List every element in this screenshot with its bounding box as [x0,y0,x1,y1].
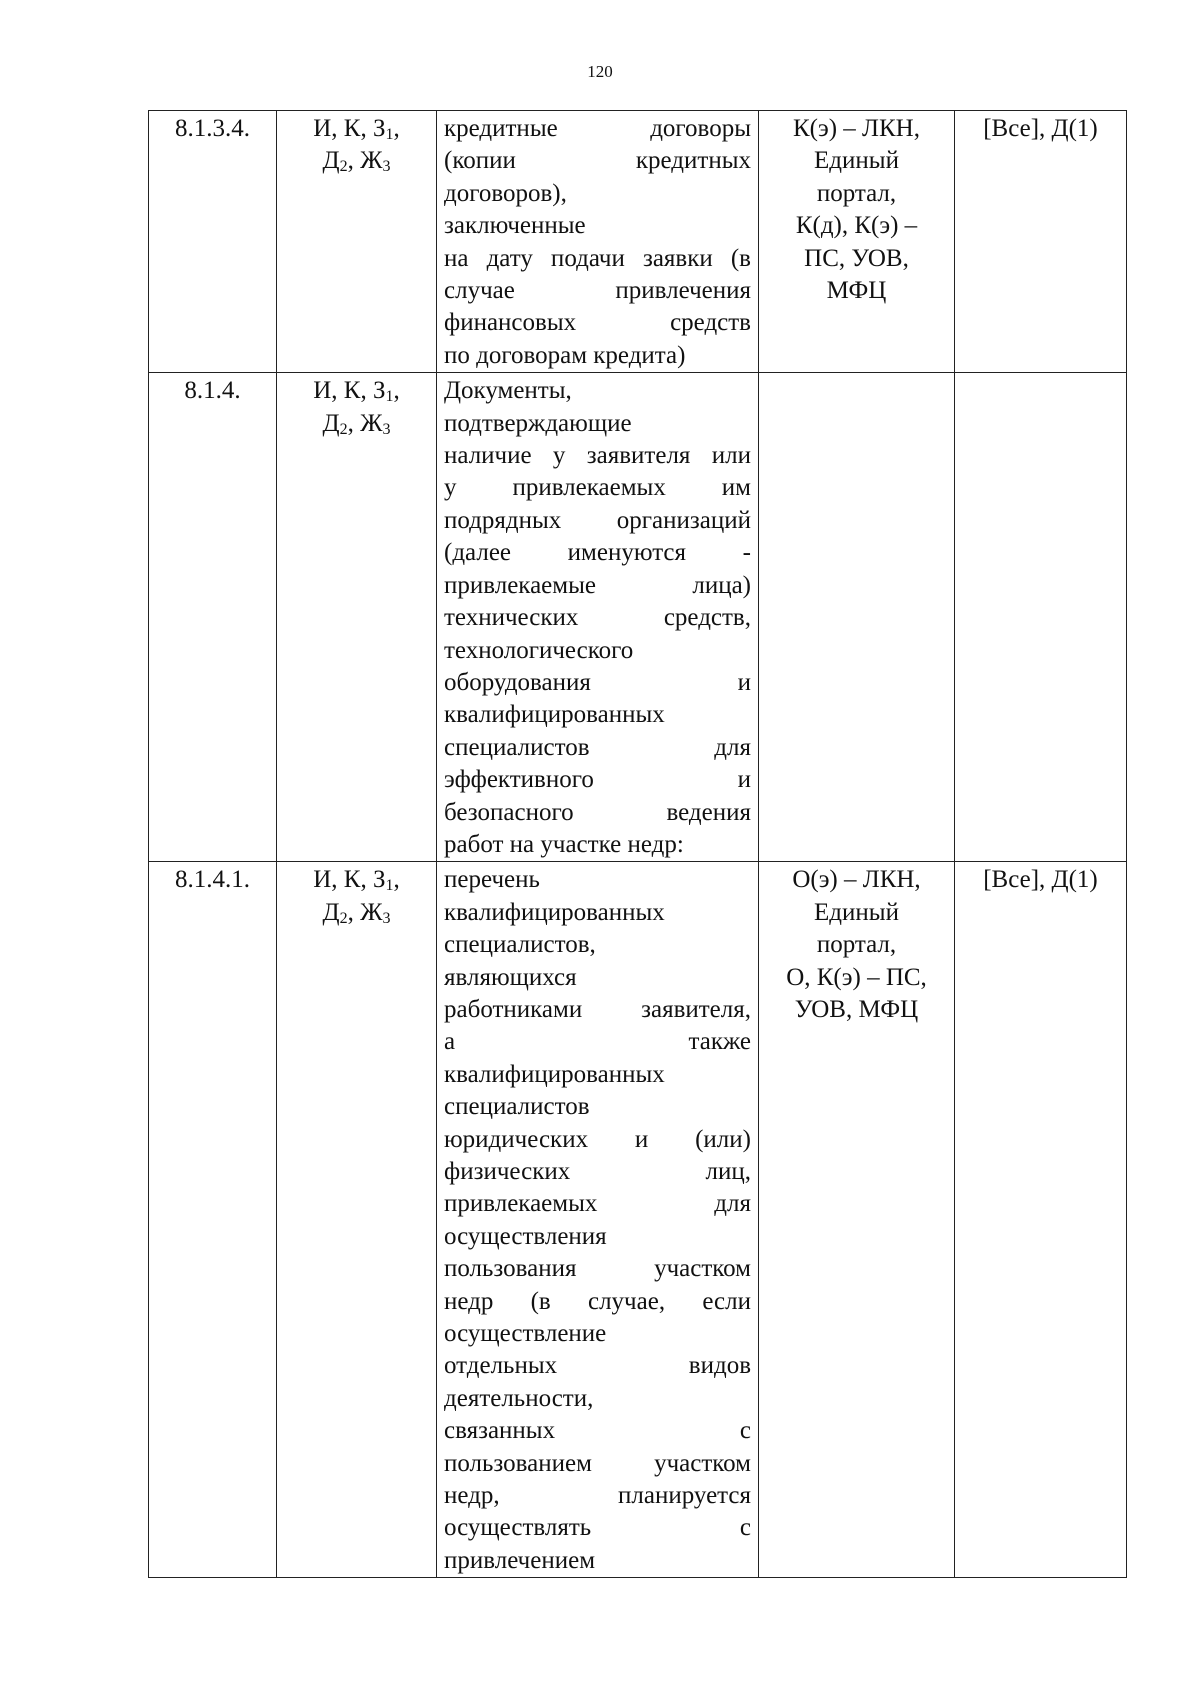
document-description [437,373,759,862]
code-subscript: 3 [382,158,391,176]
code-text: , [393,866,400,894]
channel-line: О(э) – ЛКН, [792,866,921,894]
description-line: эффективного и [444,766,751,794]
document-description [437,862,759,1578]
description-line: договоров), [444,179,567,207]
code-text: , Ж [347,147,383,175]
channel-line: портал, [816,179,897,207]
description-line: Документы, [444,377,572,405]
description-line: квалифицированных [444,701,665,729]
description-line: (далее именуются - [444,539,751,567]
description-line: оборудования и [444,668,751,696]
channel-line: О, К(э) – ПС, [786,963,927,991]
channel-line: Единый [814,147,899,175]
description-line: физических лиц, [444,1158,751,1185]
page-number: 120 [587,62,613,81]
description-line: осуществление [444,1320,607,1348]
description-line: отдельных видов [444,1352,751,1380]
description-line: пользованием участком [444,1449,751,1477]
code-text: И, К, З [313,377,386,405]
description-line: привлечением [444,1546,596,1574]
description-line: подрядных организаций [444,506,751,534]
applicability: [Все], Д(1) [955,111,1127,373]
description-line: работниками заявителя, [444,995,751,1023]
description-line: недр (в случае, если [444,1287,751,1315]
description-line: финансовых средств [444,309,751,337]
description-line: подтверждающие [444,409,632,437]
description-line: а также [444,1028,751,1056]
description-line: деятельности, [444,1384,594,1412]
code-text: Д [322,898,340,926]
description-line: заключенные [444,212,586,240]
description-line: на дату подачи заявки (в [444,244,751,272]
description-line: кредитные договоры [444,115,751,142]
description-line: осуществлять с [444,1514,751,1542]
code-text: И, К, З [313,866,386,894]
description-line: технологического [444,636,634,664]
table-row [149,373,1127,862]
requirements-table [148,110,1127,1578]
description-line: недр, планируется [444,1482,751,1510]
description-line: привлекаемые лица) [444,571,751,599]
channel-line: К(д), К(э) – [795,212,918,240]
code-text: Д [322,409,340,437]
description-line: безопасного ведения [444,798,751,826]
channel-line: Единый [814,898,899,926]
description-line: специалистов [444,1093,590,1121]
code-text: Д [322,147,340,175]
item-number: 8.1.3.4. [149,111,277,373]
channel-line: К(э) – ЛКН, [793,115,920,142]
code-subscript: 3 [382,420,391,438]
description-line: привлекаемых для [444,1190,751,1218]
description-line: случае привлечения [444,277,751,305]
channel-line: УОВ, МФЦ [794,995,919,1023]
table-row [149,862,1127,1578]
code-subscript: 1 [385,388,394,406]
code-text: , [393,115,400,142]
description-line: у привлекаемых им [444,474,751,502]
code-text: , Ж [347,898,383,926]
code-subscript: 3 [382,909,391,927]
applicant-codes [277,862,437,1578]
description-line: (копии кредитных [444,147,751,175]
code-subscript: 1 [385,126,394,143]
code-subscript: 2 [339,158,348,176]
channel-line: МФЦ [826,277,887,305]
code-text: , [393,377,400,405]
channel-line: ПС, УОВ, [804,244,909,272]
description-line: перечень [444,866,540,894]
table-row [149,111,1127,373]
description-line: наличие у заявителя или [444,442,751,470]
description-line: квалифицированных [444,1060,665,1088]
description-line: по договорам кредита) [444,341,686,369]
code-text: , Ж [347,409,383,437]
description-line: специалистов для [444,733,751,761]
description-line: работ на участке недр: [444,830,684,858]
applicability [955,373,1127,862]
description-line: осуществления [444,1222,607,1250]
item-number: 8.1.4. [149,373,277,862]
code-subscript: 1 [385,877,394,895]
applicability: [Все], Д(1) [955,862,1127,1578]
code-subscript: 2 [339,909,348,927]
submission-channels [759,111,955,373]
description-line: квалифицированных [444,898,665,926]
submission-channels [759,862,955,1578]
description-line: пользования участком [444,1255,751,1283]
channel-line: портал, [816,931,897,959]
submission-channels [759,373,955,862]
description-line: специалистов, [444,931,596,959]
document-description [437,111,759,373]
description-line: юридических и (или) [444,1125,751,1153]
applicant-codes [277,111,437,373]
description-line: технических средств, [444,604,751,632]
description-line: являющихся [444,963,577,991]
applicant-codes [277,373,437,862]
code-text: И, К, З [313,115,386,142]
item-number: 8.1.4.1. [149,862,277,1578]
code-subscript: 2 [339,420,348,438]
description-line: связанных с [444,1417,751,1445]
